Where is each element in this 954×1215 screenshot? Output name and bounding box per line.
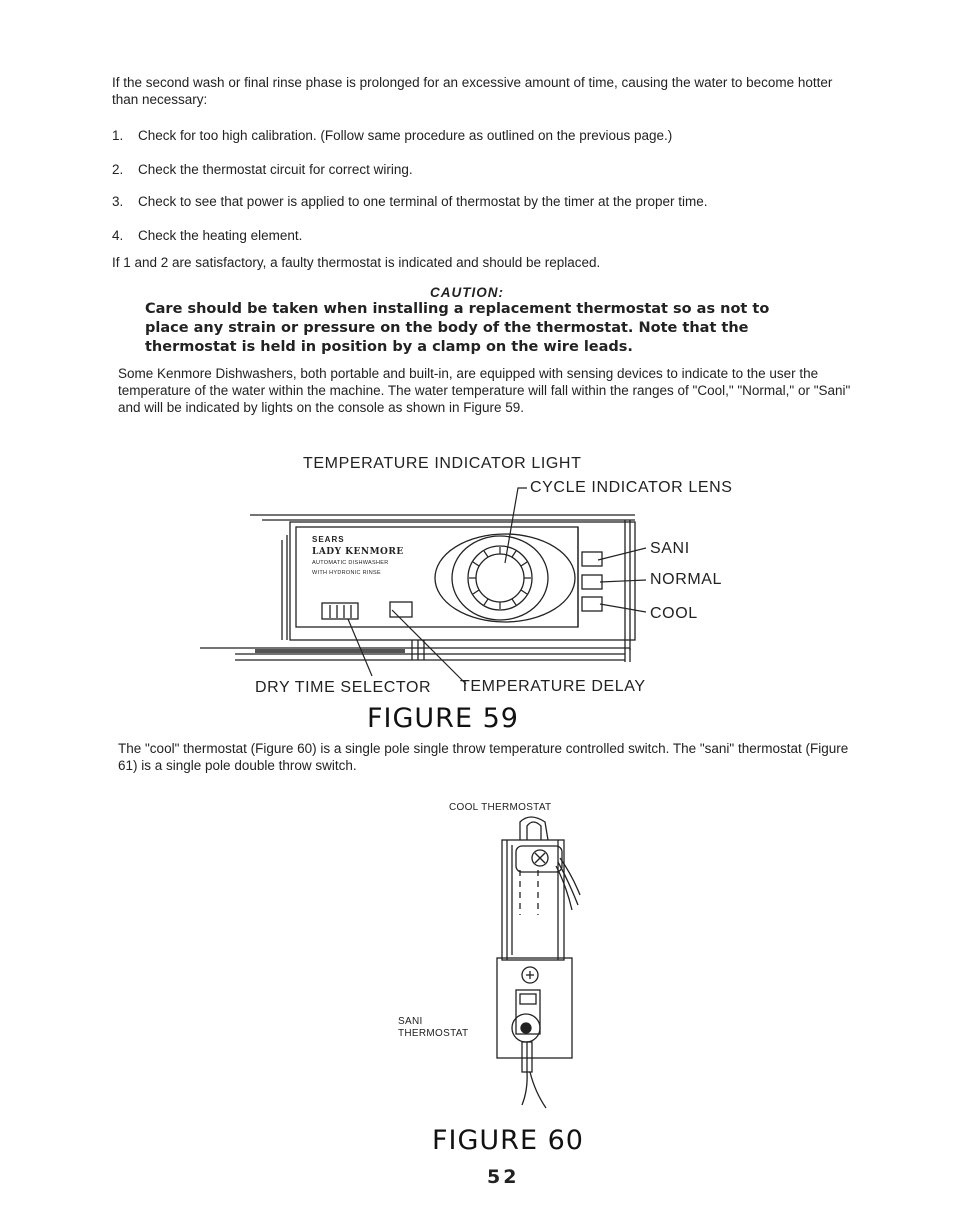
conclusion-text: If 1 and 2 are satisfactory, a faulty thermostat is indicated and should be replaced. [112, 255, 601, 270]
label-temperature-delay: TEMPERATURE DELAY [460, 678, 646, 695]
label-cycle-indicator-lens: CYCLE INDICATOR LENS [530, 479, 733, 496]
label-sani: SANI [650, 540, 690, 557]
thermostat-paragraph: The "cool" thermostat (Figure 60) is a single pole single throw temperature controlled switch. The "sani" thermostat (Figure 61) is a single pole double throw switch. [118, 741, 849, 773]
label-cool: COOL [650, 605, 698, 622]
label-normal: NORMAL [650, 571, 723, 588]
label-sani-thermostat-line1: SANI [398, 1016, 423, 1027]
list-text: Check to see that power is applied to one terminal of thermostat by the timer at the proper time. [138, 194, 708, 209]
list-number: 4. [112, 228, 124, 243]
kenmore-paragraph: Some Kenmore Dishwashers, both portable and built-in, are equipped with sensing devices to indicate to the user the temperature of the water within the machine. The water temperature will fall within the ranges of "Cool," "Normal," or "Sani" and will be indicated by lights on the console as shown in Figure 59. [118, 366, 851, 415]
list-text: Check for too high calibration. (Follow same procedure as outlined on the previous page.) [138, 128, 673, 143]
label-cool-thermostat: COOL THERMOSTAT [449, 802, 552, 813]
caution-body: Care should be taken when installing a replacement thermostat so as not to place any strain or pressure on the body of the thermostat. Note that the thermostat is held in position by a clamp on the wire leads. [145, 301, 770, 355]
list-text: Check the heating element. [138, 228, 303, 243]
console-brand: SEARS [312, 535, 345, 544]
label-sani-thermostat-line2: THERMOSTAT [398, 1028, 469, 1039]
caution-title: CAUTION: [430, 285, 504, 300]
figure60-title: FIGURE 60 [432, 1125, 584, 1156]
console-line1: AUTOMATIC DISHWASHER [312, 560, 389, 566]
figure59-title: FIGURE 59 [367, 703, 519, 734]
list-number: 1. [112, 128, 124, 143]
list-number: 2. [112, 162, 124, 177]
intro-paragraph: If the second wash or final rinse phase is prolonged for an excessive amount of time, causing the water to become hotter than necessary: [112, 75, 833, 107]
console-model: LADY KENMORE [312, 547, 404, 557]
page-number: 52 [487, 1166, 520, 1188]
label-dry-time-selector: DRY TIME SELECTOR [255, 679, 432, 696]
list-text: Check the thermostat circuit for correct wiring. [138, 162, 413, 177]
label-temperature-indicator-light: TEMPERATURE INDICATOR LIGHT [303, 455, 582, 472]
console-line2: WITH HYDRONIC RINSE [312, 570, 381, 576]
list-number: 3. [112, 194, 124, 209]
